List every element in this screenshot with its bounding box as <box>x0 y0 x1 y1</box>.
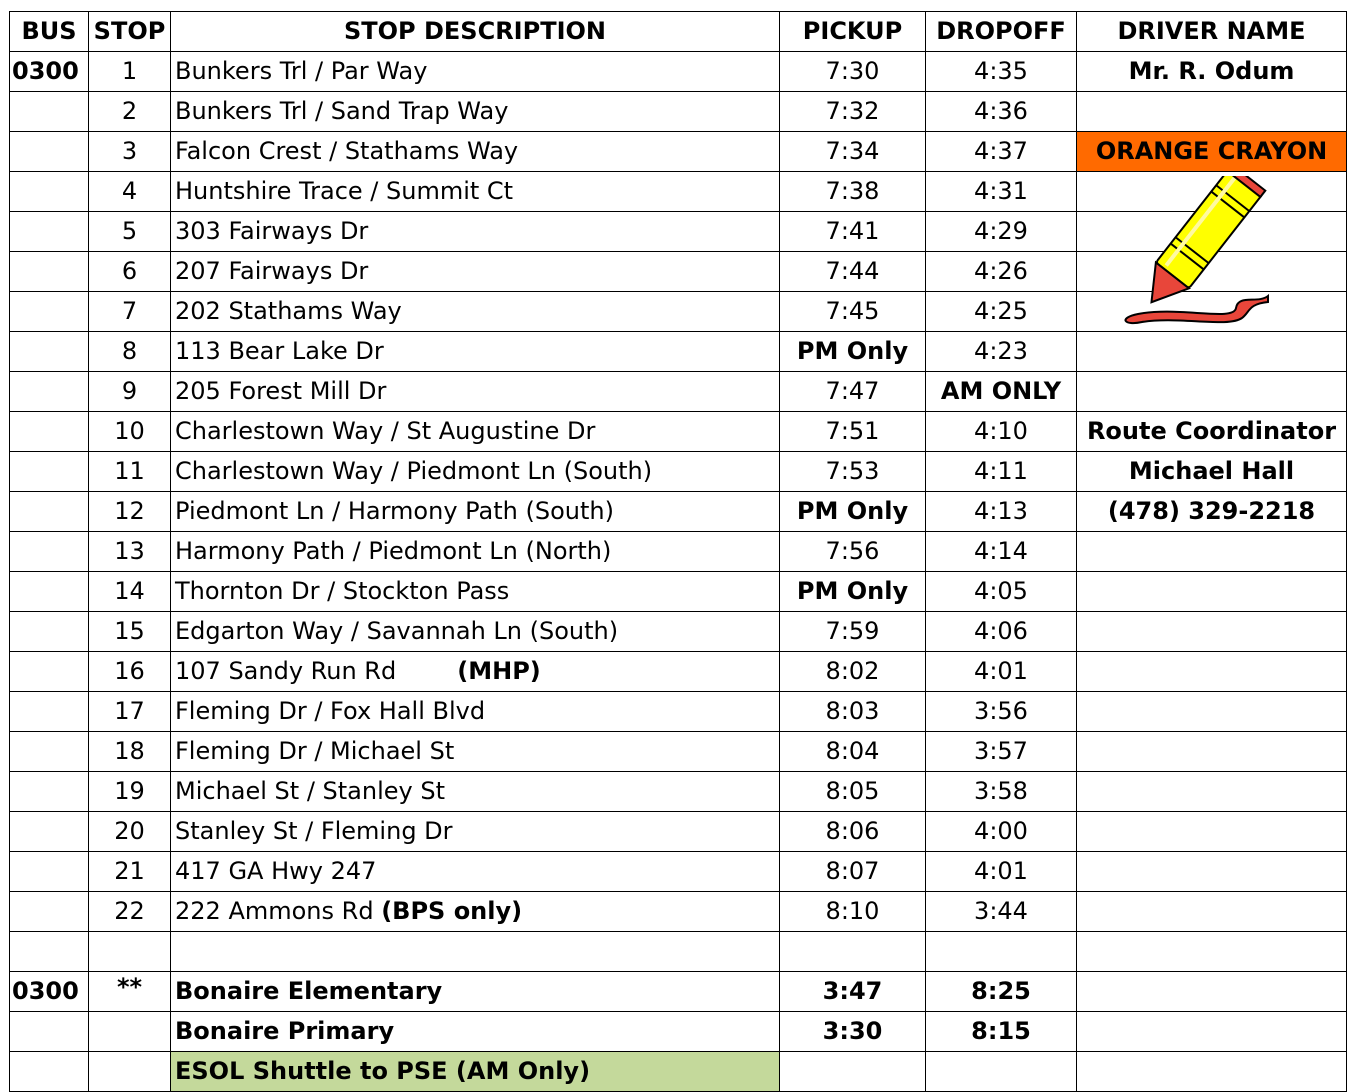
pickup-time: 7:38 <box>780 172 926 212</box>
dropoff-time: 4:13 <box>926 492 1077 532</box>
dropoff-time: 4:00 <box>926 812 1077 852</box>
stop-description-text: 222 Ammons Rd <box>175 897 374 925</box>
stop-description <box>171 492 780 532</box>
pickup-time: 7:30 <box>780 52 926 92</box>
stop-description <box>171 92 780 132</box>
bus-route-table <box>9 11 1347 1092</box>
dropoff-time: 4:25 <box>926 292 1077 332</box>
dropoff-time: 4:14 <box>926 532 1077 572</box>
stop-description-text: Bunkers Trl / Par Way <box>175 57 428 85</box>
bus-cell-empty <box>10 612 89 652</box>
bus-cell-empty <box>10 732 89 772</box>
bus-cell-empty <box>10 212 89 252</box>
empty-cell <box>926 932 1077 972</box>
stop-description <box>171 732 780 772</box>
school-stop <box>89 1012 171 1052</box>
stop-number: 12 <box>89 492 171 532</box>
bus-cell-empty <box>10 172 89 212</box>
stop-description-text: Fleming Dr / Fox Hall Blvd <box>175 697 486 725</box>
pickup-time: 8:03 <box>780 692 926 732</box>
stop-description <box>171 172 780 212</box>
dropoff-time: 4:29 <box>926 212 1077 252</box>
coordinator-phone: (478) 329-2218 <box>1077 492 1347 532</box>
bus-cell-empty <box>10 252 89 292</box>
bus-cell-empty <box>10 692 89 732</box>
stop-number: 7 <box>89 292 171 332</box>
stop-number: 1 <box>89 52 171 92</box>
stop-description-text: Falcon Crest / Stathams Way <box>175 137 519 165</box>
pickup-time: 7:53 <box>780 452 926 492</box>
school-row <box>10 1012 1347 1052</box>
stop-number: 8 <box>89 332 171 372</box>
dropoff-time: 4:10 <box>926 412 1077 452</box>
bus-cell-empty <box>10 652 89 692</box>
bus-cell-empty <box>10 132 89 172</box>
empty-cell <box>10 932 89 972</box>
bus-number: 0300 <box>10 52 89 92</box>
table-row <box>10 372 1347 412</box>
school-row <box>10 1052 1347 1092</box>
school-dropoff <box>926 1052 1077 1092</box>
table-row <box>10 572 1347 612</box>
dropoff-time: 3:57 <box>926 732 1077 772</box>
table-row <box>10 772 1347 812</box>
driver-cell-empty <box>1077 972 1347 1012</box>
stop-number: 22 <box>89 892 171 932</box>
header-pickup: PICKUP <box>780 12 926 52</box>
bus-cell-empty <box>10 892 89 932</box>
stop-number: 10 <box>89 412 171 452</box>
table-row <box>10 812 1347 852</box>
table-row <box>10 732 1347 772</box>
school-bus-number: 0300 <box>10 972 89 1012</box>
dropoff-time: 4:36 <box>926 92 1077 132</box>
dropoff-time: AM ONLY <box>926 372 1077 412</box>
stop-description <box>171 572 780 612</box>
stop-description <box>171 892 780 932</box>
dropoff-time: 3:58 <box>926 772 1077 812</box>
stop-description <box>171 412 780 452</box>
stop-description <box>171 372 780 412</box>
table-row <box>10 332 1347 372</box>
stop-number: 20 <box>89 812 171 852</box>
driver-cell-empty <box>1077 612 1347 652</box>
stop-description-text: Charlestown Way / St Augustine Dr <box>175 417 596 445</box>
table-row <box>10 492 1347 532</box>
table-row <box>10 892 1347 932</box>
driver-cell-empty <box>1077 732 1347 772</box>
bus-cell-empty <box>10 532 89 572</box>
school-pickup: 3:30 <box>780 1012 926 1052</box>
school-stop <box>89 1052 171 1092</box>
header-dropoff: DROPOFF <box>926 12 1077 52</box>
empty-cell <box>89 932 171 972</box>
stop-number: 14 <box>89 572 171 612</box>
driver-cell-empty <box>1077 532 1347 572</box>
driver-cell-empty <box>1077 1012 1347 1052</box>
stop-description <box>171 212 780 252</box>
table-row <box>10 612 1347 652</box>
school-name: ESOL Shuttle to PSE (AM Only) <box>171 1052 780 1092</box>
stop-description-text: Edgarton Way / Savannah Ln (South) <box>175 617 619 645</box>
stop-description-text: 303 Fairways Dr <box>175 217 369 245</box>
school-dropoff: 8:25 <box>926 972 1077 1012</box>
stop-description <box>171 772 780 812</box>
stop-number: 13 <box>89 532 171 572</box>
stop-description-text: Michael St / Stanley St <box>175 777 446 805</box>
stop-number: 3 <box>89 132 171 172</box>
stop-number: 5 <box>89 212 171 252</box>
table-row <box>10 412 1347 452</box>
dropoff-time: 4:37 <box>926 132 1077 172</box>
stop-description-text: 207 Fairways Dr <box>175 257 369 285</box>
stop-description <box>171 52 780 92</box>
school-dropoff: 8:15 <box>926 1012 1077 1052</box>
stop-description-note: (BPS only) <box>381 897 523 925</box>
driver-cell-empty <box>1077 652 1347 692</box>
coordinator-title: Route Coordinator <box>1077 412 1347 452</box>
stop-number: 11 <box>89 452 171 492</box>
stop-description <box>171 692 780 732</box>
header-stop: STOP <box>89 12 171 52</box>
pickup-time: 7:47 <box>780 372 926 412</box>
pickup-time: 7:45 <box>780 292 926 332</box>
stop-description <box>171 292 780 332</box>
stop-number: 9 <box>89 372 171 412</box>
stop-description-text: Bunkers Trl / Sand Trap Way <box>175 97 509 125</box>
driver-name: Mr. R. Odum <box>1077 52 1347 92</box>
dropoff-time: 4:35 <box>926 52 1077 92</box>
driver-cell-empty <box>1077 1052 1347 1092</box>
bus-cell-empty <box>10 332 89 372</box>
stop-description <box>171 132 780 172</box>
header-driver-name: DRIVER NAME <box>1077 12 1347 52</box>
dropoff-time: 4:31 <box>926 172 1077 212</box>
driver-cell-empty <box>1077 772 1347 812</box>
empty-cell <box>171 932 780 972</box>
stop-description-text: Stanley St / Fleming Dr <box>175 817 453 845</box>
school-pickup <box>780 1052 926 1092</box>
dropoff-time: 4:06 <box>926 612 1077 652</box>
dropoff-time: 4:05 <box>926 572 1077 612</box>
stop-description <box>171 612 780 652</box>
pickup-time: PM Only <box>780 572 926 612</box>
stop-number: 2 <box>89 92 171 132</box>
pickup-time: 8:04 <box>780 732 926 772</box>
school-name: Bonaire Elementary <box>171 972 780 1012</box>
stop-number: 19 <box>89 772 171 812</box>
driver-cell-empty <box>1077 852 1347 892</box>
pickup-time: 7:56 <box>780 532 926 572</box>
driver-cell-empty <box>1077 572 1347 612</box>
stop-number: 21 <box>89 852 171 892</box>
bus-cell-empty <box>10 292 89 332</box>
pickup-time: 8:07 <box>780 852 926 892</box>
pickup-time: 7:41 <box>780 212 926 252</box>
bus-cell-empty <box>10 412 89 452</box>
dropoff-time: 4:01 <box>926 652 1077 692</box>
header-bus: BUS <box>10 12 89 52</box>
stop-description-note: (MHP) <box>457 657 541 685</box>
bus-cell-empty <box>10 372 89 412</box>
driver-cell-empty <box>1077 372 1347 412</box>
table-row <box>10 532 1347 572</box>
bus-cell-empty <box>10 772 89 812</box>
dropoff-time: 4:26 <box>926 252 1077 292</box>
driver-cell-empty <box>1077 692 1347 732</box>
coordinator-name: Michael Hall <box>1077 452 1347 492</box>
stop-description-text: 417 GA Hwy 247 <box>175 857 377 885</box>
spacer-row <box>10 932 1347 972</box>
empty-cell <box>1077 932 1347 972</box>
bus-cell-empty <box>10 452 89 492</box>
crayon-icon <box>1118 176 1288 334</box>
stop-description-text: Fleming Dr / Michael St <box>175 737 455 765</box>
stop-number: 4 <box>89 172 171 212</box>
pickup-time: 8:10 <box>780 892 926 932</box>
stop-description-text: 107 Sandy Run Rd <box>175 657 397 685</box>
dropoff-time: 3:56 <box>926 692 1077 732</box>
driver-cell-empty <box>1077 812 1347 852</box>
school-pickup: 3:47 <box>780 972 926 1012</box>
pickup-time: 7:59 <box>780 612 926 652</box>
stop-description <box>171 452 780 492</box>
stop-description <box>171 252 780 292</box>
table-row <box>10 692 1347 732</box>
bus-cell-empty <box>10 572 89 612</box>
stop-description <box>171 812 780 852</box>
bus-cell-empty <box>10 92 89 132</box>
pickup-time: 8:02 <box>780 652 926 692</box>
dropoff-time: 4:01 <box>926 852 1077 892</box>
dropoff-time: 4:23 <box>926 332 1077 372</box>
school-row <box>10 972 1347 1012</box>
pickup-time: 7:34 <box>780 132 926 172</box>
bus-cell-empty <box>10 492 89 532</box>
dropoff-time: 4:11 <box>926 452 1077 492</box>
table-row <box>10 52 1347 92</box>
bus-cell-empty <box>10 812 89 852</box>
stop-description <box>171 332 780 372</box>
table-row <box>10 652 1347 692</box>
stop-description-text: Charlestown Way / Piedmont Ln (South) <box>175 457 653 485</box>
header-row <box>10 12 1347 52</box>
table-row <box>10 852 1347 892</box>
pickup-time: 8:05 <box>780 772 926 812</box>
stop-description-text: Thornton Dr / Stockton Pass <box>175 577 510 605</box>
stop-description-text: Piedmont Ln / Harmony Path (South) <box>175 497 614 525</box>
driver-cell-empty <box>1077 332 1347 372</box>
stop-number: 15 <box>89 612 171 652</box>
stop-description <box>171 652 780 692</box>
stop-number: 17 <box>89 692 171 732</box>
school-bus-number <box>10 1012 89 1052</box>
school-bus-number <box>10 1052 89 1092</box>
stop-description <box>171 532 780 572</box>
pickup-time: 7:51 <box>780 412 926 452</box>
empty-cell <box>780 932 926 972</box>
stop-description <box>171 852 780 892</box>
school-stop: ** <box>89 972 171 1012</box>
table-row <box>10 92 1347 132</box>
driver-cell-empty <box>1077 892 1347 932</box>
route-color-label: ORANGE CRAYON <box>1077 132 1347 172</box>
stop-description-text: 202 Stathams Way <box>175 297 402 325</box>
stop-description-text: 205 Forest Mill Dr <box>175 377 387 405</box>
stop-number: 16 <box>89 652 171 692</box>
bus-cell-empty <box>10 852 89 892</box>
stop-description-text: Harmony Path / Piedmont Ln (North) <box>175 537 612 565</box>
stop-number: 18 <box>89 732 171 772</box>
stop-number: 6 <box>89 252 171 292</box>
table-row <box>10 132 1347 172</box>
pickup-time: PM Only <box>780 332 926 372</box>
stop-description-text: Huntshire Trace / Summit Ct <box>175 177 514 205</box>
driver-cell-empty <box>1077 92 1347 132</box>
pickup-time: PM Only <box>780 492 926 532</box>
dropoff-time: 3:44 <box>926 892 1077 932</box>
pickup-time: 8:06 <box>780 812 926 852</box>
table-row <box>10 452 1347 492</box>
school-name: Bonaire Primary <box>171 1012 780 1052</box>
stop-description-text: 113 Bear Lake Dr <box>175 337 384 365</box>
pickup-time: 7:32 <box>780 92 926 132</box>
pickup-time: 7:44 <box>780 252 926 292</box>
header-stop-description: STOP DESCRIPTION <box>171 12 780 52</box>
